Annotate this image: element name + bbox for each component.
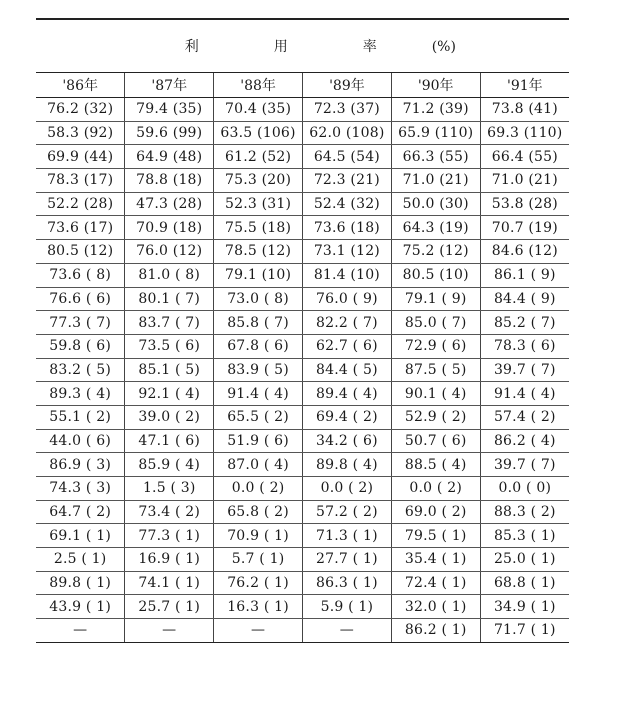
table-cell: 91.4 ( 4) xyxy=(480,382,569,406)
table-cell: 73.6 (17) xyxy=(36,216,125,240)
table-cell: 73.6 (18) xyxy=(302,216,391,240)
table-cell: 39.0 ( 2) xyxy=(125,405,214,429)
table-cell: 69.4 ( 2) xyxy=(302,405,391,429)
table-cell: 16.3 ( 1) xyxy=(214,595,303,619)
title-char-3: 率 xyxy=(362,39,377,55)
table-cell: 66.4 (55) xyxy=(480,145,569,169)
table-cell: 78.8 (18) xyxy=(125,169,214,193)
table-cell: 57.2 ( 2) xyxy=(302,500,391,524)
header-row xyxy=(36,73,569,98)
table-cell: 71.0 (21) xyxy=(391,169,480,193)
table-cell: 74.1 ( 1) xyxy=(125,571,214,595)
table-cell: 16.9 ( 1) xyxy=(125,548,214,572)
table-cell: 52.9 ( 2) xyxy=(391,405,480,429)
column-header: '86年 xyxy=(36,73,125,98)
table-cell: 73.0 ( 8) xyxy=(214,287,303,311)
column-header: '89年 xyxy=(302,73,391,98)
table-cell: 85.9 ( 4) xyxy=(125,453,214,477)
table-row xyxy=(36,453,569,477)
table-cell: 35.4 ( 1) xyxy=(391,548,480,572)
table-cell: 90.1 ( 4) xyxy=(391,382,480,406)
table-cell: 52.4 (32) xyxy=(302,192,391,216)
table-cell: 71.0 (21) xyxy=(480,169,569,193)
table-cell: — xyxy=(302,619,391,643)
table-row xyxy=(36,192,569,216)
table-cell: 72.3 (21) xyxy=(302,169,391,193)
table-cell: 39.7 ( 7) xyxy=(480,453,569,477)
table-row xyxy=(36,405,569,429)
utilization-rate-table xyxy=(36,18,569,643)
table-cell: 70.9 ( 1) xyxy=(214,524,303,548)
title-unit: (%) xyxy=(431,39,456,55)
table-cell: 57.4 ( 2) xyxy=(480,405,569,429)
table-cell: 80.5 (10) xyxy=(391,263,480,287)
table-row xyxy=(36,358,569,382)
column-header: '90年 xyxy=(391,73,480,98)
table-cell: 64.3 (19) xyxy=(391,216,480,240)
table-cell: 81.0 ( 8) xyxy=(125,263,214,287)
table-cell: 75.3 (20) xyxy=(214,169,303,193)
table-cell: 83.9 ( 5) xyxy=(214,358,303,382)
table-cell: 86.9 ( 3) xyxy=(36,453,125,477)
table-cell: 62.0 (108) xyxy=(302,121,391,145)
table-cell: 79.4 (35) xyxy=(125,98,214,122)
table-cell: 69.0 ( 2) xyxy=(391,500,480,524)
table-cell: 2.5 ( 1) xyxy=(36,548,125,572)
table-cell: 76.0 (12) xyxy=(125,240,214,264)
table-row xyxy=(36,524,569,548)
column-header: '87年 xyxy=(125,73,214,98)
table-cell: 83.2 ( 5) xyxy=(36,358,125,382)
table-cell: 85.2 ( 7) xyxy=(480,311,569,335)
table-cell: — xyxy=(214,619,303,643)
title-char-2: 用 xyxy=(273,39,288,55)
table-row xyxy=(36,571,569,595)
table-row xyxy=(36,382,569,406)
table-cell: 85.1 ( 5) xyxy=(125,358,214,382)
table-cell: 88.5 ( 4) xyxy=(391,453,480,477)
table-cell: 64.5 (54) xyxy=(302,145,391,169)
table-row xyxy=(36,595,569,619)
table-cell: 69.1 ( 1) xyxy=(36,524,125,548)
table-cell: 75.2 (12) xyxy=(391,240,480,264)
table-cell: 73.6 ( 8) xyxy=(36,263,125,287)
table-cell: 70.9 (18) xyxy=(125,216,214,240)
table-cell: 73.5 ( 6) xyxy=(125,334,214,358)
table-cell: 52.3 (31) xyxy=(214,192,303,216)
table-cell: 47.1 ( 6) xyxy=(125,429,214,453)
table-cell: 86.3 ( 1) xyxy=(302,571,391,595)
table-row xyxy=(36,169,569,193)
table-cell: 71.7 ( 1) xyxy=(480,619,569,643)
table-cell: 59.8 ( 6) xyxy=(36,334,125,358)
table-cell: 72.9 ( 6) xyxy=(391,334,480,358)
table-cell: 51.9 ( 6) xyxy=(214,429,303,453)
table-cell: 64.7 ( 2) xyxy=(36,500,125,524)
table-cell: 78.3 ( 6) xyxy=(480,334,569,358)
table-cell: 50.7 ( 6) xyxy=(391,429,480,453)
table-cell: 77.3 ( 1) xyxy=(125,524,214,548)
table-row xyxy=(36,477,569,501)
table-cell: 82.2 ( 7) xyxy=(302,311,391,335)
table-cell: 76.0 ( 9) xyxy=(302,287,391,311)
table-title xyxy=(36,19,569,73)
table-cell: 89.3 ( 4) xyxy=(36,382,125,406)
column-header: '91年 xyxy=(480,73,569,98)
table-cell: 85.0 ( 7) xyxy=(391,311,480,335)
table-cell: 66.3 (55) xyxy=(391,145,480,169)
table-cell: 5.7 ( 1) xyxy=(214,548,303,572)
table-cell: 84.4 ( 9) xyxy=(480,287,569,311)
table-cell: — xyxy=(125,619,214,643)
table-cell: 5.9 ( 1) xyxy=(302,595,391,619)
table-cell: 0.0 ( 2) xyxy=(214,477,303,501)
table-cell: 91.4 ( 4) xyxy=(214,382,303,406)
column-header: '88年 xyxy=(214,73,303,98)
table-row xyxy=(36,216,569,240)
table-body xyxy=(36,98,569,643)
table-cell: 76.6 ( 6) xyxy=(36,287,125,311)
table-cell: 47.3 (28) xyxy=(125,192,214,216)
table-cell: 34.9 ( 1) xyxy=(480,595,569,619)
table-cell: 89.8 ( 1) xyxy=(36,571,125,595)
title-row xyxy=(36,19,569,73)
table-cell: 50.0 (30) xyxy=(391,192,480,216)
table-cell: 89.8 ( 4) xyxy=(302,453,391,477)
table-cell: 1.5 ( 3) xyxy=(125,477,214,501)
table-cell: 0.0 ( 0) xyxy=(480,477,569,501)
table-cell: 76.2 (32) xyxy=(36,98,125,122)
table-cell: 83.7 ( 7) xyxy=(125,311,214,335)
table-cell: 78.5 (12) xyxy=(214,240,303,264)
table-cell: 65.8 ( 2) xyxy=(214,500,303,524)
table-cell: 80.1 ( 7) xyxy=(125,287,214,311)
table-row xyxy=(36,334,569,358)
table-cell: 69.9 (44) xyxy=(36,145,125,169)
table-row xyxy=(36,121,569,145)
table-cell: 77.3 ( 7) xyxy=(36,311,125,335)
table-cell: 74.3 ( 3) xyxy=(36,477,125,501)
table-cell: 65.5 ( 2) xyxy=(214,405,303,429)
table-cell: 63.5 (106) xyxy=(214,121,303,145)
table-cell: 68.8 ( 1) xyxy=(480,571,569,595)
table-cell: 62.7 ( 6) xyxy=(302,334,391,358)
table-cell: 87.5 ( 5) xyxy=(391,358,480,382)
table-cell: 73.4 ( 2) xyxy=(125,500,214,524)
table-cell: 72.3 (37) xyxy=(302,98,391,122)
table-cell: 76.2 ( 1) xyxy=(214,571,303,595)
table-cell: 72.4 ( 1) xyxy=(391,571,480,595)
table-cell: 70.7 (19) xyxy=(480,216,569,240)
table-cell: 52.2 (28) xyxy=(36,192,125,216)
table-cell: 80.5 (12) xyxy=(36,240,125,264)
table-cell: 81.4 (10) xyxy=(302,263,391,287)
table-cell: 43.9 ( 1) xyxy=(36,595,125,619)
table-cell: 58.3 (92) xyxy=(36,121,125,145)
table-cell: 53.8 (28) xyxy=(480,192,569,216)
table-cell: 89.4 ( 4) xyxy=(302,382,391,406)
table-cell: 92.1 ( 4) xyxy=(125,382,214,406)
table-cell: 59.6 (99) xyxy=(125,121,214,145)
table-cell: 0.0 ( 2) xyxy=(391,477,480,501)
table-cell: 64.9 (48) xyxy=(125,145,214,169)
table-row xyxy=(36,263,569,287)
table-cell: 79.1 ( 9) xyxy=(391,287,480,311)
table-cell: 86.2 ( 1) xyxy=(391,619,480,643)
table-row xyxy=(36,500,569,524)
table-row xyxy=(36,311,569,335)
table-cell: 44.0 ( 6) xyxy=(36,429,125,453)
table-cell: — xyxy=(36,619,125,643)
table-cell: 61.2 (52) xyxy=(214,145,303,169)
table-cell: 86.2 ( 4) xyxy=(480,429,569,453)
table-cell: 34.2 ( 6) xyxy=(302,429,391,453)
table-cell: 73.1 (12) xyxy=(302,240,391,264)
table-cell: 88.3 ( 2) xyxy=(480,500,569,524)
table-cell: 71.3 ( 1) xyxy=(302,524,391,548)
table-row xyxy=(36,98,569,122)
table-cell: 25.0 ( 1) xyxy=(480,548,569,572)
table-cell: 84.4 ( 5) xyxy=(302,358,391,382)
table-row xyxy=(36,548,569,572)
table-cell: 86.1 ( 9) xyxy=(480,263,569,287)
table-cell: 25.7 ( 1) xyxy=(125,595,214,619)
table-cell: 71.2 (39) xyxy=(391,98,480,122)
title-char-1: 利 xyxy=(184,39,199,55)
table-cell: 32.0 ( 1) xyxy=(391,595,480,619)
table-cell: 84.6 (12) xyxy=(480,240,569,264)
table-cell: 79.1 (10) xyxy=(214,263,303,287)
table-cell: 67.8 ( 6) xyxy=(214,334,303,358)
table-cell: 65.9 (110) xyxy=(391,121,480,145)
table-cell: 78.3 (17) xyxy=(36,169,125,193)
table-cell: 55.1 ( 2) xyxy=(36,405,125,429)
table-cell: 39.7 ( 7) xyxy=(480,358,569,382)
table-cell: 75.5 (18) xyxy=(214,216,303,240)
table-cell: 87.0 ( 4) xyxy=(214,453,303,477)
table-cell: 69.3 (110) xyxy=(480,121,569,145)
table-cell: 85.3 ( 1) xyxy=(480,524,569,548)
table-cell: 73.8 (41) xyxy=(480,98,569,122)
table-cell: 85.8 ( 7) xyxy=(214,311,303,335)
table-row xyxy=(36,619,569,643)
table-row xyxy=(36,240,569,264)
table-row xyxy=(36,429,569,453)
table-cell: 79.5 ( 1) xyxy=(391,524,480,548)
table-row xyxy=(36,145,569,169)
table-row xyxy=(36,287,569,311)
table-cell: 70.4 (35) xyxy=(214,98,303,122)
table-cell: 0.0 ( 2) xyxy=(302,477,391,501)
table-cell: 27.7 ( 1) xyxy=(302,548,391,572)
